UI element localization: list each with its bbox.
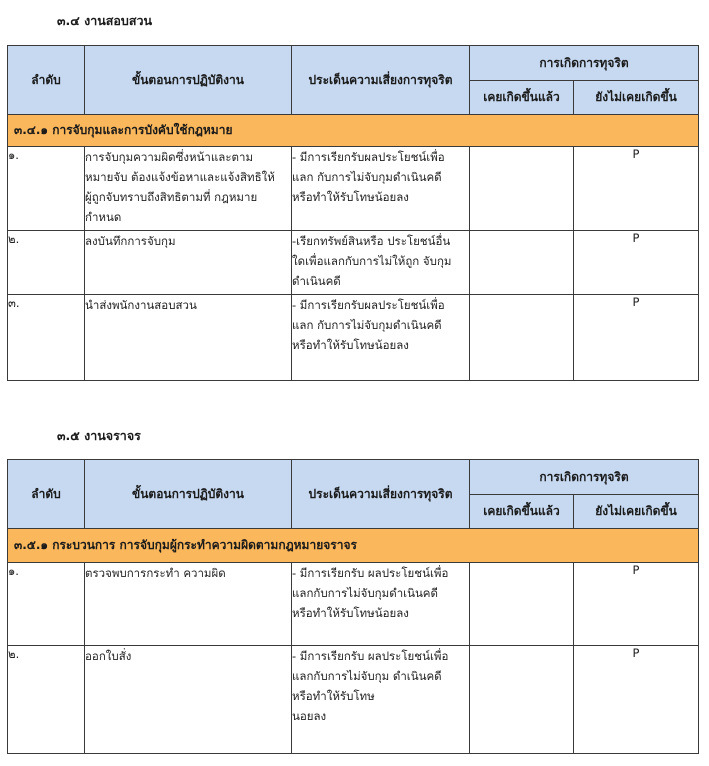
not-occurred-mark: P bbox=[574, 646, 699, 754]
procedure-line: หมายจับ ต้องแจ้งข้อหาและแจ้งสิทธิให้ bbox=[85, 170, 275, 184]
risk-table-investigation bbox=[7, 45, 699, 381]
row-number: ๒. bbox=[8, 646, 85, 754]
risk-line: หรือทำให้รับโทษน้อยลง bbox=[292, 190, 409, 204]
row-number: ๓. bbox=[8, 295, 85, 381]
procedure-cell bbox=[85, 295, 292, 381]
table-row bbox=[8, 147, 699, 231]
header-not-occurred: ยังไม่เคยเกิดขึ้น bbox=[574, 495, 699, 529]
risk-line: แลก กับการไม่จับกุมดำเนินคดี bbox=[292, 318, 442, 332]
procedure-cell bbox=[85, 563, 292, 646]
occurred-cell bbox=[470, 147, 574, 231]
risk-line: นอยลง bbox=[292, 709, 327, 723]
risk-line: ใดเพื่อแลกกับการไม่ให้ถูก จับกุม bbox=[292, 254, 452, 268]
not-occurred-mark: P bbox=[574, 231, 699, 295]
procedure-cell bbox=[85, 646, 292, 754]
header-occurred: เคยเกิดขึ้นแล้ว bbox=[470, 495, 574, 529]
risk-line: - มีการเรียกรับ ผลประโยชน์เพื่อ bbox=[292, 566, 449, 580]
procedure-line: ออกใบสั่ง bbox=[85, 649, 132, 663]
risk-line: -เรียกทรัพย์สินหรือ ประโยชน์อื่น bbox=[292, 234, 451, 248]
risk-line: หรือทำให้รับโทษน้อยลง bbox=[292, 338, 409, 352]
risk-line: ดำเนินคดี bbox=[292, 274, 341, 288]
procedure-line: ผู้ถูกจับทราบถึงสิทธิตามที่ กฎหมาย bbox=[85, 190, 258, 204]
risk-line: แลกกับการไม่จับกุม ดำเนินคดี bbox=[292, 669, 442, 683]
header-order: ลำดับ bbox=[8, 460, 85, 529]
risk-line: - มีการเรียกรับ ผลประโยชน์เพื่อ bbox=[292, 649, 449, 663]
occurred-cell bbox=[470, 231, 574, 295]
row-number: ๑. bbox=[8, 563, 85, 646]
group-row-title: ๓.๕.๑ กระบวนการ การจับกุมผู้กระทำความผิดตามกฎหมายจราจร bbox=[8, 529, 699, 563]
header-risk: ประเด็นความเสี่ยงการทุจริต bbox=[292, 460, 470, 529]
occurred-cell bbox=[470, 295, 574, 381]
header-procedure: ขั้นตอนการปฏิบัติงาน bbox=[85, 460, 292, 529]
procedure-cell bbox=[85, 231, 292, 295]
risk-cell bbox=[292, 147, 470, 231]
not-occurred-mark: P bbox=[574, 147, 699, 231]
risk-line: - มีการเรียกรับผลประโยชน์เพื่อ bbox=[292, 150, 445, 164]
not-occurred-mark: P bbox=[574, 563, 699, 646]
row-number: ๑. bbox=[8, 147, 85, 231]
table-row bbox=[8, 646, 699, 754]
header-order: ลำดับ bbox=[8, 46, 85, 115]
procedure-line: การจับกุมความผิดซึ่งหน้าและตาม bbox=[85, 150, 254, 164]
occurred-cell bbox=[470, 563, 574, 646]
occurred-cell bbox=[470, 646, 574, 754]
risk-line: - มีการเรียกรับผลประโยชน์เพื่อ bbox=[292, 298, 445, 312]
header-occurred: เคยเกิดขึ้นแล้ว bbox=[470, 81, 574, 115]
table-row bbox=[8, 295, 699, 381]
table-row bbox=[8, 231, 699, 295]
section-heading-traffic: ๓.๕ งานจราจร bbox=[57, 428, 141, 443]
header-risk: ประเด็นความเสี่ยงการทุจริต bbox=[292, 46, 470, 115]
row-number: ๒. bbox=[8, 231, 85, 295]
risk-cell bbox=[292, 231, 470, 295]
procedure-line: ตรวจพบการกระทำ ความผิด bbox=[85, 566, 226, 580]
header-occurrence: การเกิดการทุจริต bbox=[470, 46, 699, 81]
procedure-line: นำส่งพนักงานสอบสวน bbox=[85, 298, 197, 312]
header-occurrence: การเกิดการทุจริต bbox=[470, 460, 699, 495]
risk-line: แลก กับการไม่จับกุมดำเนินคดี bbox=[292, 170, 442, 184]
risk-line: แลกกับการไม่จับกุมดำเนินคดี bbox=[292, 586, 438, 600]
risk-table-traffic bbox=[7, 459, 699, 754]
procedure-cell bbox=[85, 147, 292, 231]
risk-cell bbox=[292, 646, 470, 754]
risk-cell bbox=[292, 563, 470, 646]
section-heading-investigation: ๓.๔ งานสอบสวน bbox=[57, 13, 153, 28]
header-procedure: ขั้นตอนการปฏิบัติงาน bbox=[85, 46, 292, 115]
header-not-occurred: ยังไม่เคยเกิดขึ้น bbox=[574, 81, 699, 115]
table-row bbox=[8, 563, 699, 646]
risk-cell bbox=[292, 295, 470, 381]
group-row-title: ๓.๔.๑ การจับกุมและการบังคับใช้กฎหมาย bbox=[8, 115, 699, 147]
risk-line: หรือทำให้รับโทษน้อยลง bbox=[292, 606, 409, 620]
procedure-line: กำหนด bbox=[85, 210, 122, 224]
risk-line: หรือทำให้รับโทษ bbox=[292, 689, 375, 703]
not-occurred-mark: P bbox=[574, 295, 699, 381]
procedure-line: ลงบันทึกการจับกุม bbox=[85, 234, 176, 248]
